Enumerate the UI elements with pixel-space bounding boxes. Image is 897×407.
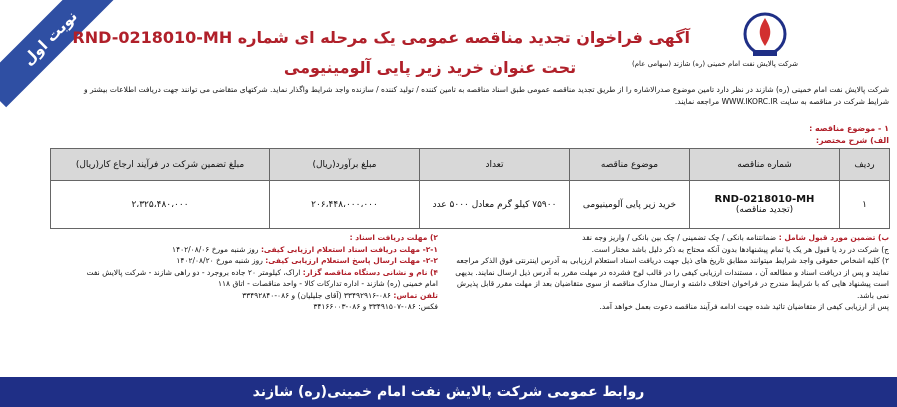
section-subject-heading: ۱ - موضوع مناقصه : [809,124,889,133]
deadline-receive-date: روز شنبه مورخ ۱۴۰۲/۰۸/۰۶ [172,244,259,254]
notice-subtitle: تحت عنوان خرید زیر پایی آلومینیومی [283,58,577,77]
rights-note: ج) شرکت در رد یا قبول هر یک یا تمام پیشنهادها بدون آنکه محتاج به ذکر دلیل باشد مختار است. [591,244,889,254]
deadline-submit-label: ۲-۲- مهلت ارسال پاسخ استعلام ارزیابی کیفی: [265,256,438,265]
intro-paragraph: شرکت پالایش نفت امام خمینی (ره) شازند در نظر دارد تامین موضوع صدرالاشاره را از طریق تجدید مناقصه عمومی طبق اسناد مناقصه به تامین کننده / تولید کننده / سازنده واجد شرایط واگذار نماید. شرکتهای متقاضی می توانند جهت دریافت اطلاعات بیشتر و شرایط شرکت در مناقصه به سایت WWW.IKORC.IR مراجعه نمایند. [83,85,889,106]
refinery-logo-icon [741,10,789,60]
tender-table [50,148,890,229]
deadlines-column [78,232,438,313]
address-heading: ۴) نام و نشانی دستگاه مناقصه گزار: [302,267,438,277]
col-header-index: ردیف [840,149,890,181]
tender-renewal-note: (تجدید مناقصه) [735,205,794,215]
col-header-guarantee: مبلغ تضمین شرکت در فرآیند ارجاع کار(ریال) [51,149,270,181]
phone-label: تلفن تماس: [393,290,438,300]
notice-title: آگهی فراخوان تجدید مناقصه عمومی یک مرحله ای شماره RND-0218010-MH [72,28,690,47]
company-caption: شرکت پالایش نفت امام خمینی (ره) شازند (سهامی عام) [631,60,799,68]
col-header-subject: موضوع مناقصه [570,149,690,181]
section-description-heading: الف) شرح مختصر: [815,136,889,145]
footer-banner: روابط عمومی شرکت پالایش نفت امام خمینی(ره) شازند [0,377,897,407]
cell-number [690,181,840,229]
col-header-quantity: تعداد [420,149,570,181]
deadlines-heading: ۲) مهلت دریافت اسناد : [349,233,438,242]
tender-number: RND-0218010-MH [714,194,815,205]
guarantee-heading: ب) تضمین مورد قبول شامل : [776,233,889,242]
fax-numbers: فکس: ۰۸۶-۳۳۴۹۱۵۰۷ و ۰۸۶-۳۴۱۶۶۰۰۳ [313,302,438,311]
address-text: اراک، کیلومتر ۲۰ جاده بروجرد - دو راهی شازند - شرکت پالایش نفت امام خمینی (ره) شازند - اداره تدارکات کالا - واحد مناقصات - اتاق ۱۱۸ [86,267,438,288]
deadline-submit-date: روز شنبه مورخ ۱۴۰۲/۰۸/۲۰ [176,256,263,265]
evaluation-note: پس از ارزیابی کیفی از متقاضیان تائید شده جهت ادامه فرآیند مناقصه دعوت بعمل خواهد آمد. [599,302,889,311]
cell-subject: خرید زیر پایی آلومینیومی [570,181,690,229]
cell-quantity: ۷۵۹۰۰ کیلو گرم معادل ۵۰۰۰ عدد [420,181,570,229]
guarantee-text: ضمانتنامه بانکی / چک تضمینی / چک بین بانکی / واریز وجه نقد [582,233,777,242]
conditions-column [449,232,889,313]
first-issue-ribbon: نوبت اول [0,0,119,107]
cell-index: ۱ [840,181,890,229]
col-header-estimate: مبلغ برآورد(ریال) [270,149,420,181]
phone-numbers: ۰۸۶-۳۳۴۹۲۹۱۶ (آقای جلیلیان) و ۰۸۶-۳۳۴۹۲۸۴۰ [242,290,391,300]
cell-guarantee: ۲،۳۲۵،۴۸۰،۰۰۰ [51,181,270,229]
table-row [51,181,890,229]
deadline-receive-label: ۲-۱- مهلت دریافت اسناد استعلام ارزیابی کیفی: [260,244,438,254]
eligibility-paragraph: ۲) کلیه اشخاص حقوقی واجد شرایط میتوانند مطابق تاریخ های ذیل جهت دریافت اسناد استعلام ارزیابی به آدرس اینترنتی فوق الذکر مراجعه نمایند و پس از دریافت اسناد و مطالعه آن ، مستندات ارزیابی کیفی را در قالب لوح فشرده در مهلت مقرر به آدرس ذیل ارسال نمایند. بدیهی است پیشنهاد هایی که با شرایط مندرج در فراخوان اختلاف داشته و ارسال مدارک مناقصه از سوی متقاضیان بعد از مهلت مقرر قابل پذیرش نمی باشد. [455,256,889,300]
cell-estimate: ۲۰۶،۴۴۸،۰۰۰،۰۰۰ [270,181,420,229]
col-header-number: شماره مناقصه [690,149,840,181]
